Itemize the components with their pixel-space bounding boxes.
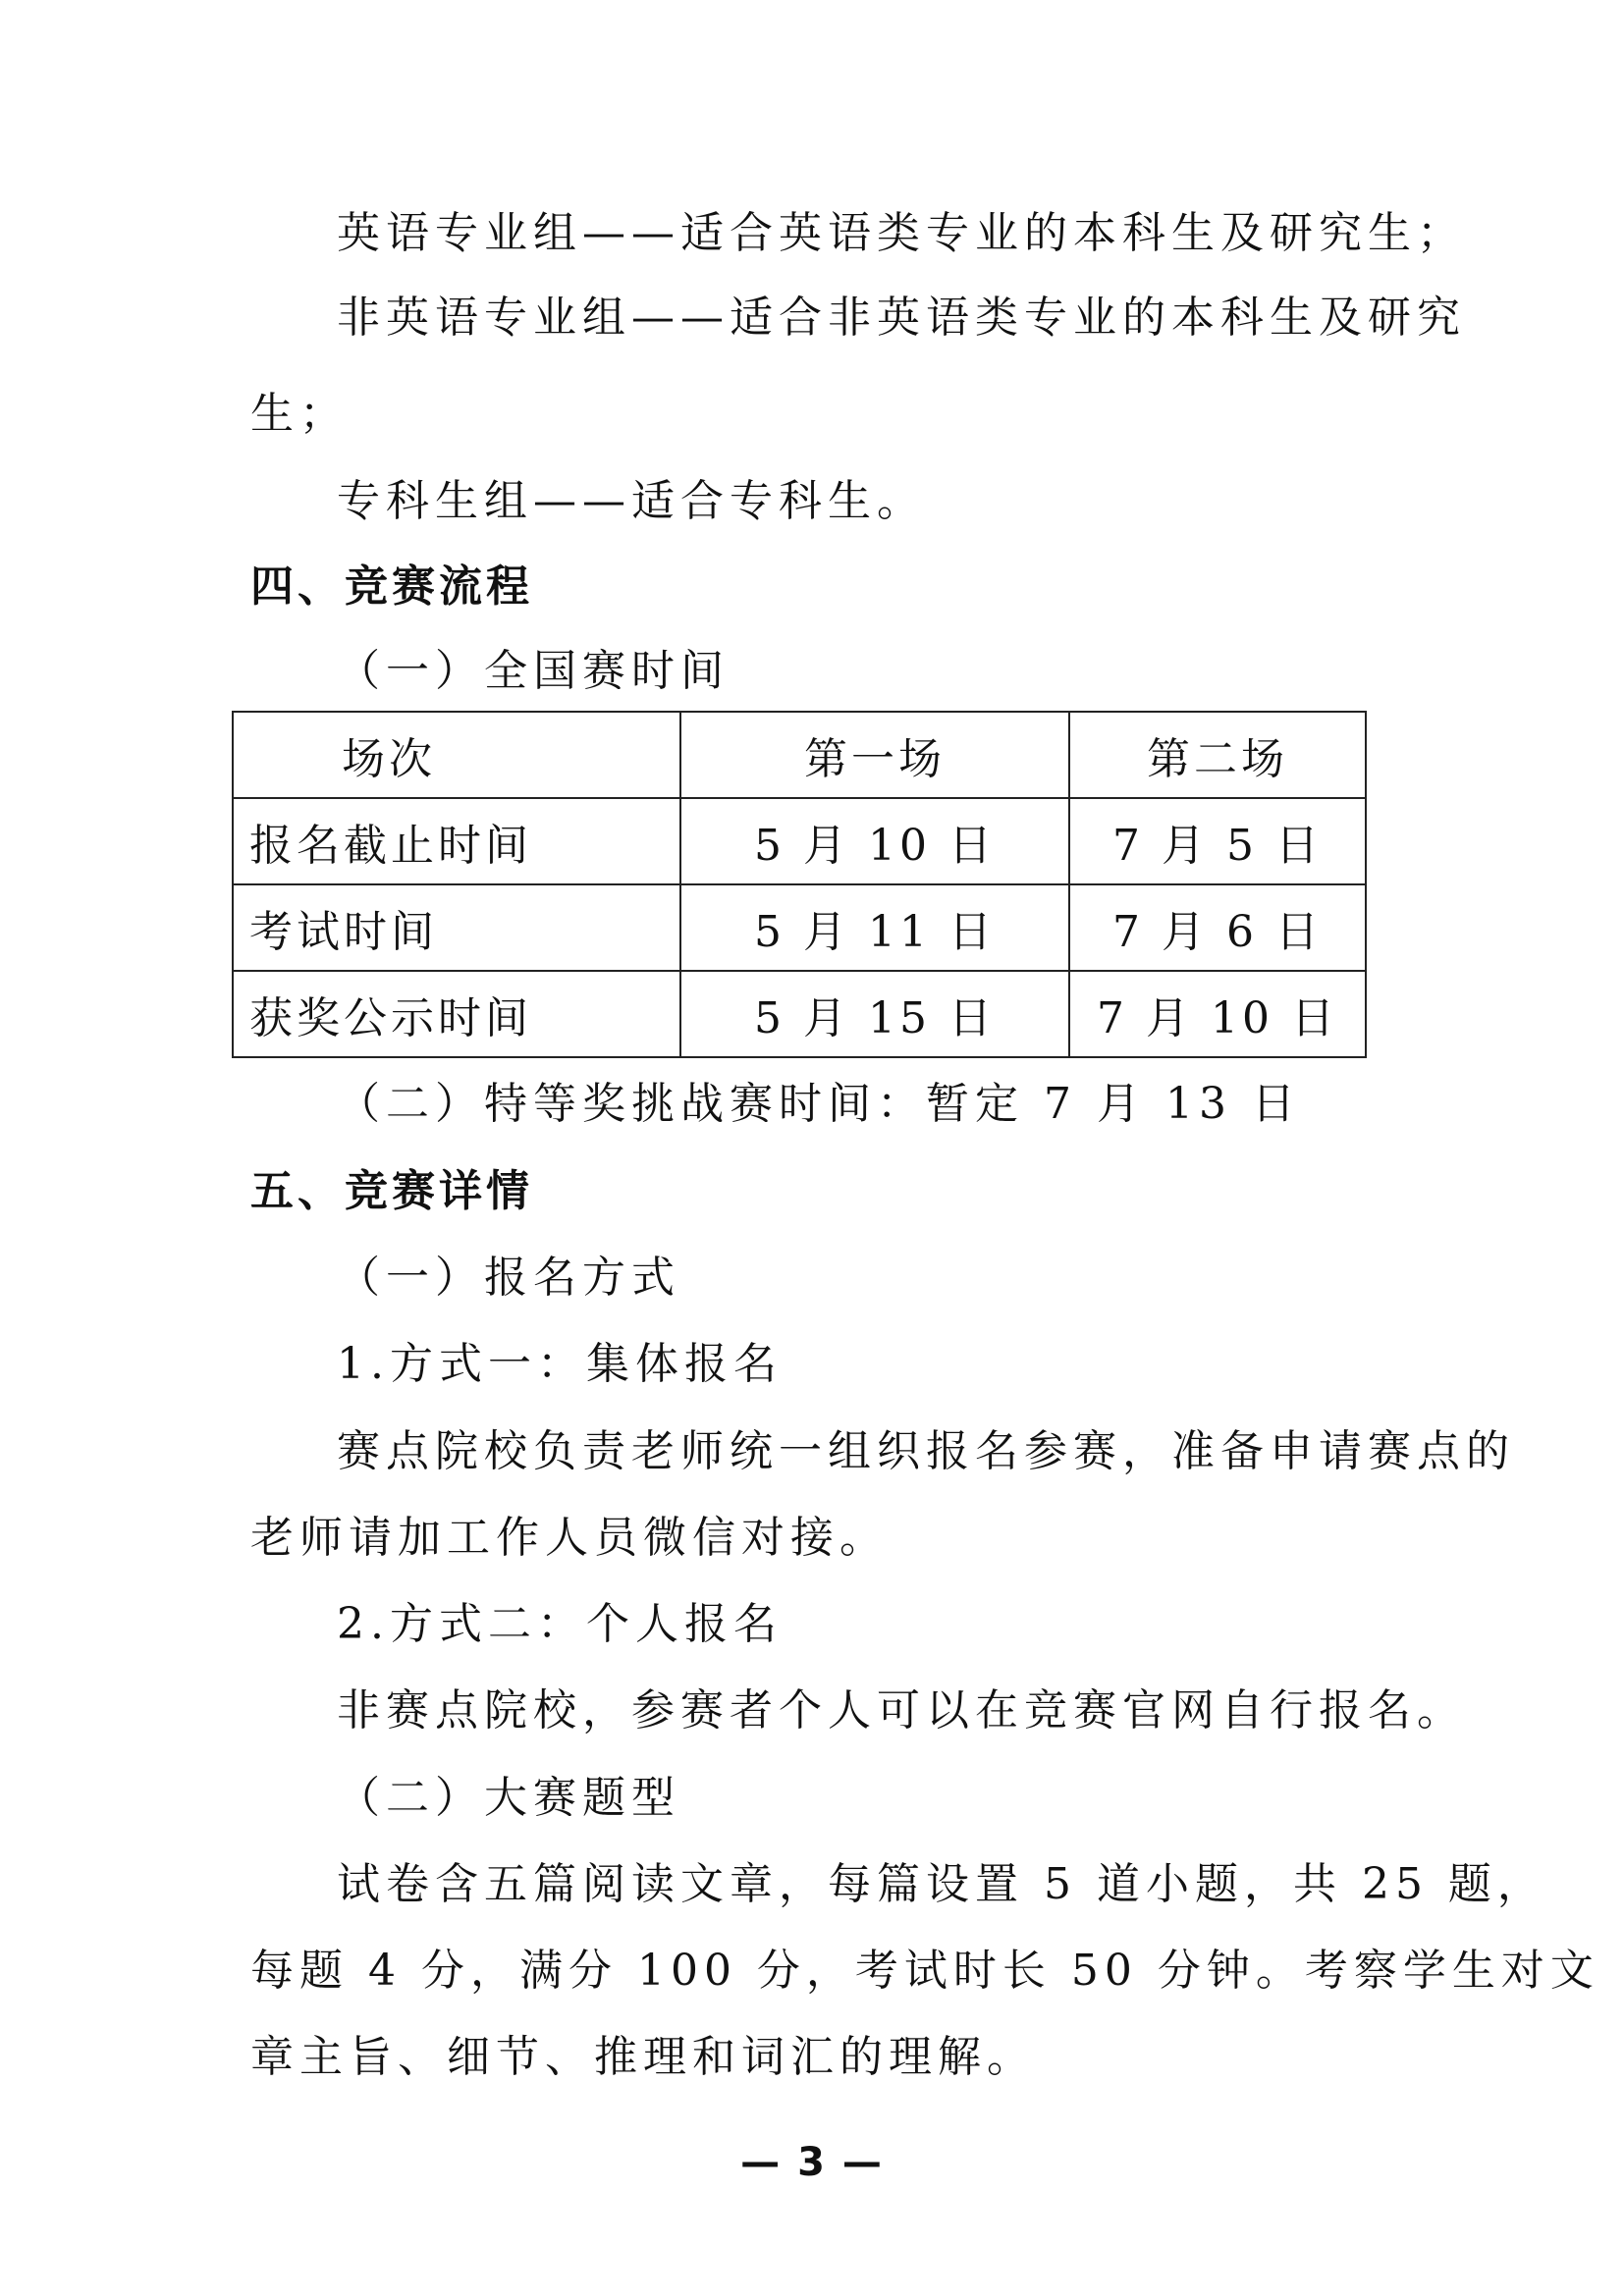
method1-line1: 赛点院校负责老师统一组织报名参赛，准备申请赛点的 <box>337 1426 1515 1476</box>
method1-line2: 老师请加工作人员微信对接。 <box>250 1513 889 1563</box>
method2-title: 2.方式二：个人报名 <box>337 1599 783 1649</box>
table-header-cell: 第二场 <box>1069 712 1366 798</box>
table-cell: 5 月 10 日 <box>680 798 1069 884</box>
group-non-english-line1: 非英语专业组——适合非英语类专业的本科生及研究 <box>337 293 1466 343</box>
table-row <box>233 971 1366 1057</box>
section5-sub1: （一）报名方式 <box>337 1253 680 1303</box>
schedule-table <box>232 711 1367 1058</box>
table-cell: 7 月 5 日 <box>1069 798 1366 884</box>
table-cell: 报名截止时间 <box>233 798 680 884</box>
table-row <box>233 884 1366 971</box>
section5-sub2: （二）大赛题型 <box>337 1773 680 1823</box>
method1-title: 1.方式一：集体报名 <box>337 1339 783 1389</box>
table-header-cell: 场次 <box>233 712 680 798</box>
table-cell: 7 月 10 日 <box>1069 971 1366 1057</box>
section4-heading: 四、竞赛流程 <box>250 561 533 612</box>
table-cell: 7 月 6 日 <box>1069 884 1366 971</box>
section4-sub1: （一）全国赛时间 <box>337 646 730 696</box>
format-line3: 章主旨、细节、推理和词汇的理解。 <box>250 2032 1036 2082</box>
group-english-major: 英语专业组——适合英语类专业的本科生及研究生； <box>337 208 1466 258</box>
table-header-row <box>233 712 1366 798</box>
table-cell: 考试时间 <box>233 884 680 971</box>
method2-body: 非赛点院校，参赛者个人可以在竞赛官网自行报名。 <box>337 1685 1466 1735</box>
table-row <box>233 798 1366 884</box>
table-cell: 5 月 11 日 <box>680 884 1069 971</box>
table-cell: 获奖公示时间 <box>233 971 680 1057</box>
section5-heading: 五、竞赛详情 <box>250 1166 533 1216</box>
group-non-english-line2: 生； <box>250 389 349 439</box>
page-number: — 3 — <box>740 2140 884 2185</box>
format-line2: 每题 4 分，满分 100 分，考试时长 50 分钟。考察学生对文 <box>250 1946 1599 1996</box>
section4-sub2: （二）特等奖挑战赛时间：暂定 7 月 13 日 <box>337 1079 1301 1129</box>
group-junior-college: 专科生组——适合专科生。 <box>337 476 926 526</box>
format-line1: 试卷含五篇阅读文章，每篇设置 5 道小题，共 25 题， <box>337 1859 1546 1909</box>
table-cell: 5 月 15 日 <box>680 971 1069 1057</box>
table-header-cell: 第一场 <box>680 712 1069 798</box>
